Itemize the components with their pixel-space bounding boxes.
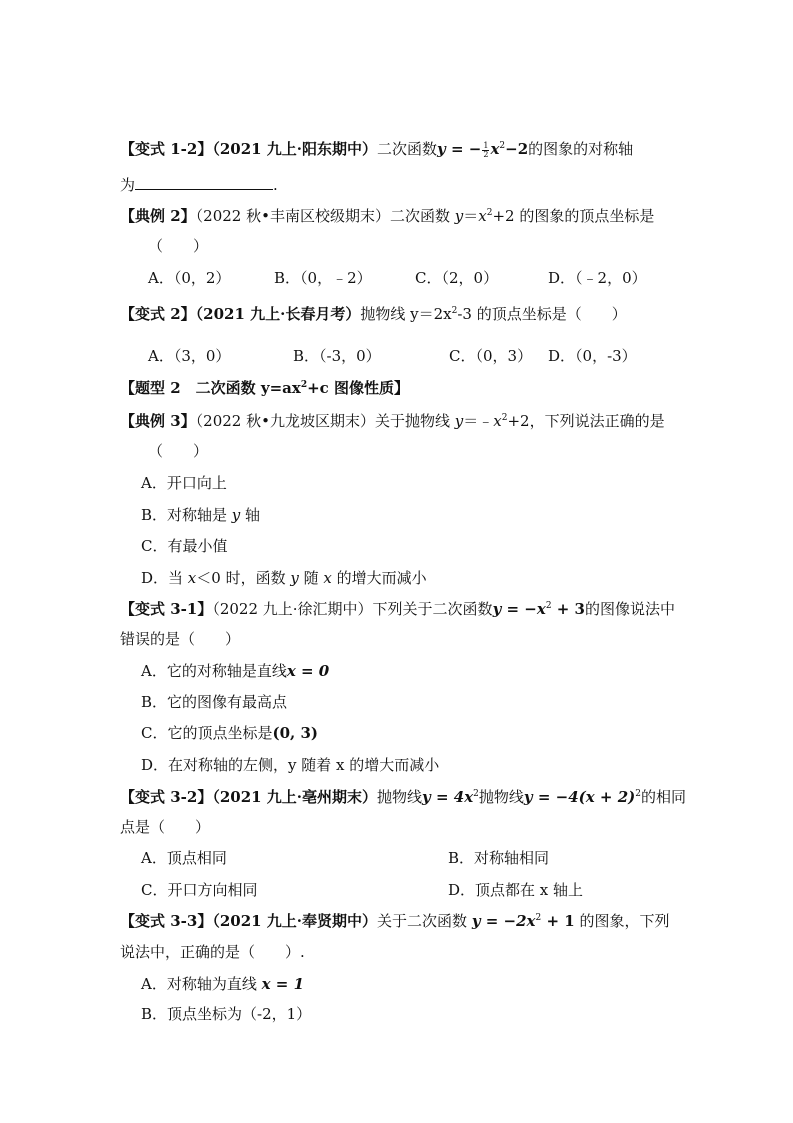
- option-c[interactable]: C．（0，3）: [449, 347, 533, 365]
- question-tag: 【典例 3】: [120, 412, 196, 430]
- option-b[interactable]: B．它的图像有最高点: [141, 693, 288, 711]
- option-b[interactable]: B．（-3，0）: [293, 347, 381, 365]
- question-tag: 【变式 2】: [120, 305, 196, 323]
- section-heading: 【题型 2 二次函数 $y=ax^2+c$ 图像性质】: [120, 379, 410, 397]
- answer-paren: （ ）: [148, 237, 209, 255]
- option-d[interactable]: D．顶点都在 x 轴上: [448, 881, 584, 899]
- option-c[interactable]: C．（2，0）: [415, 269, 499, 287]
- question-tag: 【变式 1-2】: [120, 140, 213, 158]
- question-v3-1-line2: 错误的是（ ）: [120, 630, 241, 648]
- question-v2: 【变式 2】（2021 九上·长春月考）抛物线 $y=2x^2-3$ 的顶点坐标是（ ）: [120, 305, 627, 323]
- option-d[interactable]: D．（0，-3）: [548, 347, 637, 365]
- option-a[interactable]: A．它的对称轴是直线x = 0: [141, 662, 330, 680]
- fraction: $\frac{1}{2}$: [483, 140, 489, 159]
- question-source: （2021 九上·阳东期中）: [212, 140, 378, 158]
- answer-paren: （ ）: [148, 442, 209, 460]
- question-v3-3-line2: 说法中，正确的是（ ）.: [120, 943, 305, 961]
- option-c[interactable]: C．有最小值: [141, 537, 228, 555]
- question-ex3: 【典例 3】（2022 秋•九龙坡区期末）关于抛物线 $y=﹣x^2+2$，下列说法正确的是: [120, 412, 665, 430]
- option-a[interactable]: A．对称轴为直线 x = 1: [141, 975, 305, 993]
- option-d[interactable]: D．（﹣2，0）: [548, 269, 647, 287]
- question-source: （2021 九上·亳州期末）: [212, 788, 378, 806]
- question-v3-2: 【变式 3-2】（2021 九上·亳州期末）抛物线$y = 4x^2$抛物线$y = -4(x + 2)^2$的相同: [120, 788, 686, 806]
- option-b[interactable]: B．顶点坐标为（-2，1）: [141, 1005, 312, 1023]
- question-tag: 【典例 2】: [120, 207, 196, 225]
- option-d[interactable]: D．在对称轴的左侧，y 随着 x 的增大而减小: [141, 756, 440, 774]
- option-a[interactable]: A．（3，0）: [148, 347, 231, 365]
- question-source: （2021 九上·长春月考）: [195, 305, 361, 323]
- question-source: （2022 秋•九龙坡区期末）: [195, 412, 375, 430]
- question-tag: 【变式 3-1】: [120, 600, 213, 618]
- question-v1-2-line2: 为 .: [120, 176, 278, 194]
- question-v3-1: 【变式 3-1】（2022 九上·徐汇期中）下列关于二次函数$y = -x^2 + 3$的图像说法中: [120, 600, 676, 618]
- option-d[interactable]: D．当 x＜0 时，函数 y 随 x 的增大而减小: [141, 569, 427, 587]
- question-tag: 【变式 3-3】: [120, 912, 213, 930]
- question-v3-2-line2: 点是（ ）: [120, 818, 211, 836]
- question-v1-2: 【变式 1-2】（2021 九上·阳东期中）二次函数y = − $\frac{1}{2}$ $x^2-2$的图象的对称轴: [120, 140, 634, 159]
- option-a[interactable]: A．（0，2）: [148, 269, 231, 287]
- option-c[interactable]: C．它的顶点坐标是(0, 3): [141, 724, 318, 742]
- option-a[interactable]: A．开口向上: [141, 474, 227, 492]
- option-b[interactable]: B．对称轴是 y 轴: [141, 506, 261, 524]
- question-source: （2022 秋•丰南区校级期末）: [195, 207, 390, 225]
- question-v3-3: 【变式 3-3】（2021 九上·奉贤期中）关于二次函数 $y = -2x^2 + 1$ 的图象，下列: [120, 912, 670, 930]
- question-ex2: 【典例 2】（2022 秋•丰南区校级期末）二次函数 $y=x^2+2$ 的图象的顶点坐标是: [120, 207, 655, 225]
- option-b[interactable]: B．对称轴相同: [448, 849, 550, 867]
- question-source: （2021 九上·奉贤期中）: [212, 912, 378, 930]
- option-a[interactable]: A．顶点相同: [141, 849, 227, 867]
- question-tag: 【变式 3-2】: [120, 788, 213, 806]
- answer-blank[interactable]: [135, 175, 273, 190]
- question-source: （2022 九上·徐汇期中）: [212, 600, 373, 618]
- option-b[interactable]: B．（0，﹣2）: [274, 269, 372, 287]
- option-c[interactable]: C．开口方向相同: [141, 881, 258, 899]
